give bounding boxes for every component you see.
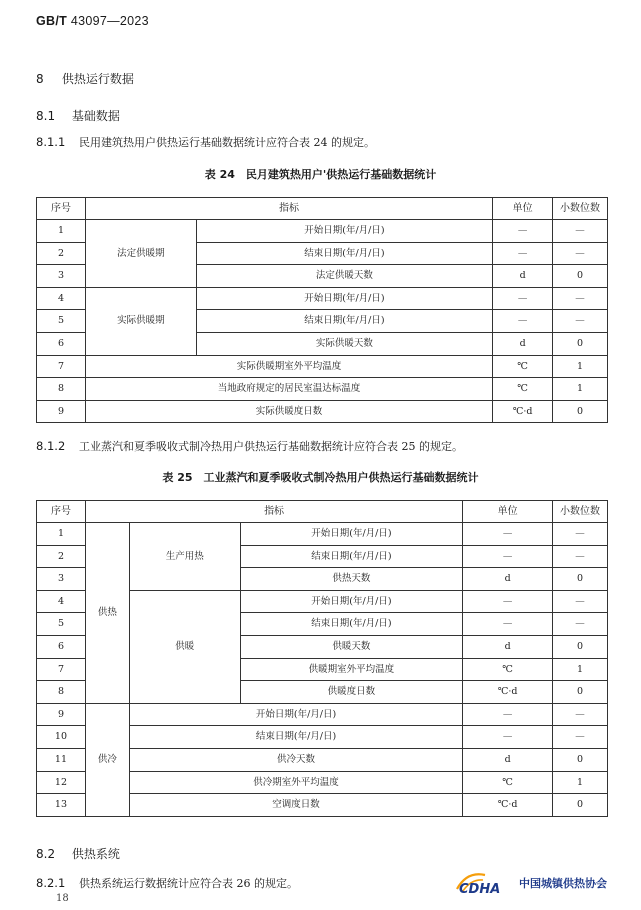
- header-seq: 序号: [37, 501, 86, 523]
- table-row: [37, 523, 608, 546]
- table-row: [37, 378, 608, 401]
- page-number: 18: [56, 893, 69, 904]
- cell-seq: 9: [37, 400, 86, 423]
- cell-decimals: 1: [553, 355, 608, 378]
- cell-decimals: 0: [553, 332, 608, 355]
- cell-unit: —: [493, 242, 553, 265]
- cell-seq: 13: [37, 794, 86, 817]
- cell-item: 结束日期(年/月/日): [196, 310, 492, 333]
- section-number: 8: [36, 72, 44, 86]
- cell-item: 供暖度日数: [240, 681, 463, 704]
- cell-decimals: 0: [553, 794, 608, 817]
- table-24: [36, 197, 608, 423]
- cell-seq: 5: [37, 310, 86, 333]
- cell-decimals: 0: [553, 748, 608, 771]
- cell-item: 结束日期(年/月/日): [240, 613, 463, 636]
- cell-seq: 12: [37, 771, 86, 794]
- cell-decimals: 1: [553, 378, 608, 401]
- cell-item: 实际供暖度日数: [85, 400, 492, 423]
- group-heat-supply: 供热: [85, 523, 129, 704]
- cell-unit: d: [463, 568, 553, 591]
- cell-item: 空调度日数: [129, 794, 462, 817]
- cell-decimals: 1: [553, 658, 608, 681]
- table-row: [37, 355, 608, 378]
- cell-unit: ℃·d: [493, 400, 553, 423]
- header-indicator: 指标: [85, 198, 492, 220]
- section-8-heading: [36, 70, 134, 87]
- subgroup-production-heat: 生产用热: [129, 523, 240, 591]
- header-decimals: 小数位数: [553, 198, 608, 220]
- cell-unit: ℃·d: [463, 681, 553, 704]
- standard-prefix: GB/T: [36, 14, 68, 28]
- table-25-caption: 表 25 工业蒸汽和夏季吸收式制冷热用户供热运行基础数据统计: [162, 471, 479, 484]
- cell-item: 开始日期(年/月/日): [196, 220, 492, 243]
- cell-decimals: 0: [553, 681, 608, 704]
- table-row: [37, 287, 608, 310]
- cell-decimals: —: [553, 310, 608, 333]
- section-title: 供热运行数据: [61, 72, 134, 86]
- cell-decimals: —: [553, 726, 608, 749]
- cell-unit: ℃: [493, 378, 553, 401]
- cell-item: 实际供暖天数: [196, 332, 492, 355]
- clause-8-1-1: [36, 134, 375, 150]
- logo-text: 中国城镇供热协会: [519, 877, 607, 890]
- table-25: [36, 500, 608, 817]
- cell-decimals: —: [553, 703, 608, 726]
- cell-seq: 1: [37, 220, 86, 243]
- group-statutory-heating: 法定供暖期: [85, 220, 196, 288]
- section-number: 8.1: [36, 109, 56, 123]
- cell-seq: 11: [37, 748, 86, 771]
- clause-text: 供热系统运行数据统计应符合表 26 的规定。: [79, 877, 298, 890]
- cell-seq: 2: [37, 242, 86, 265]
- cell-item: 供冷天数: [129, 748, 462, 771]
- cell-seq: 2: [37, 545, 86, 568]
- subgroup-space-heating: 供暖: [129, 590, 240, 703]
- cell-unit: —: [463, 523, 553, 546]
- cell-unit: —: [463, 726, 553, 749]
- logo-mark-text: CDHA: [459, 882, 501, 897]
- cell-unit: —: [493, 220, 553, 243]
- cell-unit: —: [493, 287, 553, 310]
- clause-number: 8.1.1: [36, 135, 66, 149]
- cell-item: 供暖期室外平均温度: [240, 658, 463, 681]
- standard-number: 43097—2023: [70, 14, 149, 28]
- cell-unit: —: [463, 703, 553, 726]
- cell-unit: —: [463, 590, 553, 613]
- clause-8-2-1: [36, 875, 298, 891]
- cell-item: 开始日期(年/月/日): [240, 590, 463, 613]
- section-title: 供热系统: [71, 847, 120, 861]
- header-indicator: 指标: [85, 501, 462, 523]
- table-row: [37, 400, 608, 423]
- cell-decimals: —: [553, 242, 608, 265]
- cell-seq: 6: [37, 332, 86, 355]
- cell-unit: d: [493, 332, 553, 355]
- cell-seq: 8: [37, 378, 86, 401]
- clause-text: 工业蒸汽和夏季吸收式制冷热用户供热运行基础数据统计应符合表 25 的规定。: [79, 440, 463, 453]
- cell-seq: 5: [37, 613, 86, 636]
- cell-item: 结束日期(年/月/日): [240, 545, 463, 568]
- clause-number: 8.1.2: [36, 439, 66, 453]
- cell-decimals: 0: [553, 265, 608, 288]
- cell-decimals: —: [553, 220, 608, 243]
- section-8-2-heading: [36, 845, 120, 862]
- header-unit: 单位: [463, 501, 553, 523]
- cell-seq: 3: [37, 568, 86, 591]
- table-row: [37, 703, 608, 726]
- cell-seq: 9: [37, 703, 86, 726]
- cell-unit: d: [493, 265, 553, 288]
- cell-seq: 4: [37, 287, 86, 310]
- cell-unit: d: [463, 748, 553, 771]
- cell-seq: 10: [37, 726, 86, 749]
- header-seq: 序号: [37, 198, 86, 220]
- clause-8-1-2: [36, 438, 463, 454]
- cell-decimals: —: [553, 590, 608, 613]
- cell-unit: —: [463, 613, 553, 636]
- cell-unit: d: [463, 635, 553, 658]
- cell-seq: 1: [37, 523, 86, 546]
- header-unit: 单位: [493, 198, 553, 220]
- cell-item: 供冷期室外平均温度: [129, 771, 462, 794]
- cell-unit: —: [463, 545, 553, 568]
- cell-item: 当地政府规定的居民室温达标温度: [85, 378, 492, 401]
- table-24-caption: 表 24 民月建筑热用户'供热运行基础数据统计: [204, 168, 437, 181]
- section-8-1-heading: [36, 107, 120, 124]
- cell-item: 开始日期(年/月/日): [240, 523, 463, 546]
- cell-unit: ℃: [463, 771, 553, 794]
- cell-decimals: 0: [553, 568, 608, 591]
- group-cooling: 供冷: [85, 703, 129, 816]
- cell-item: 实际供暖期室外平均温度: [85, 355, 492, 378]
- clause-number: 8.2.1: [36, 876, 66, 890]
- cell-seq: 7: [37, 355, 86, 378]
- cell-seq: 3: [37, 265, 86, 288]
- cell-seq: 4: [37, 590, 86, 613]
- cell-item: 结束日期(年/月/日): [129, 726, 462, 749]
- section-number: 8.2: [36, 847, 56, 861]
- cell-decimals: 0: [553, 635, 608, 658]
- section-title: 基础数据: [71, 109, 120, 123]
- cell-item: 法定供暖天数: [196, 265, 492, 288]
- cell-decimals: —: [553, 613, 608, 636]
- cell-decimals: 0: [553, 400, 608, 423]
- cell-seq: 6: [37, 635, 86, 658]
- cell-item: 开始日期(年/月/日): [129, 703, 462, 726]
- cell-decimals: —: [553, 287, 608, 310]
- cell-item: 供热天数: [240, 568, 463, 591]
- standard-header: [36, 14, 149, 28]
- cell-unit: ℃·d: [463, 794, 553, 817]
- header-decimals: 小数位数: [553, 501, 608, 523]
- cell-unit: ℃: [493, 355, 553, 378]
- clause-text: 民用建筑热用户供热运行基础数据统计应符合表 24 的规定。: [79, 136, 375, 149]
- cell-item: 开始日期(年/月/日): [196, 287, 492, 310]
- cell-decimals: —: [553, 523, 608, 546]
- cell-unit: ℃: [463, 658, 553, 681]
- cell-unit: —: [493, 310, 553, 333]
- group-actual-heating: 实际供暖期: [85, 287, 196, 355]
- cell-seq: 7: [37, 658, 86, 681]
- table-row: [37, 220, 608, 243]
- cell-decimals: —: [553, 545, 608, 568]
- cdha-logo-icon: [453, 869, 515, 897]
- cell-seq: 8: [37, 681, 86, 704]
- cell-item: 结束日期(年/月/日): [196, 242, 492, 265]
- cell-item: 供暖天数: [240, 635, 463, 658]
- cdha-logo: [453, 869, 607, 897]
- cell-decimals: 1: [553, 771, 608, 794]
